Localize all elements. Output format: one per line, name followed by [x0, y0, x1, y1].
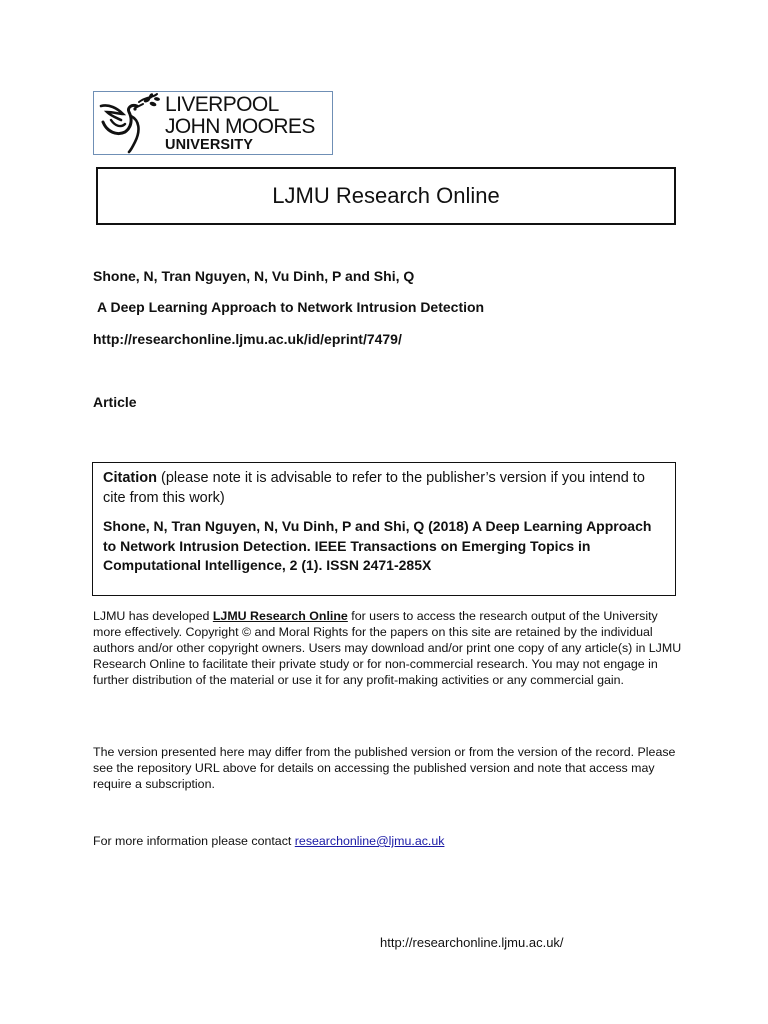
citation-box: [92, 462, 676, 596]
record-url[interactable]: http://researchonline.ljmu.ac.uk/id/eprint/7479/: [93, 331, 402, 347]
liver-bird-icon: [95, 92, 163, 154]
logo-line-liverpool: LIVERPOOL: [165, 92, 279, 116]
ljmu-research-online-link[interactable]: LJMU Research Online: [212, 609, 348, 623]
notice-prefix: LJMU has developed: [93, 609, 213, 623]
logo-wordmark: [165, 94, 315, 153]
footer-url[interactable]: http://researchonline.ljmu.ac.uk/: [380, 935, 564, 950]
logo-line-john-moores: JOHN MOORES: [165, 114, 315, 138]
contact-email-link[interactable]: researchonline@ljmu.ac.uk: [294, 834, 445, 848]
university-logo: [93, 91, 333, 155]
record-authors: Shone, N, Tran Nguyen, N, Vu Dinh, P and Shi, Q: [93, 268, 415, 284]
copyright-notice: [93, 608, 683, 688]
contact-notice: [93, 833, 683, 849]
logo-line-university: UNIVERSITY: [165, 136, 254, 153]
citation-reference: Shone, N, Tran Nguyen, N, Vu Dinh, P and Shi, Q (2018) A Deep Learning Approach to Network Intrusion Detection. IEEE Transactions on Emerging Topics in Computational Intelligence, 2 (1). ISSN 2471-285X: [103, 518, 652, 573]
contact-prefix: For more information please contact: [93, 834, 295, 848]
citation-header: [103, 468, 665, 508]
record-type: Article: [93, 394, 137, 410]
citation-note: (please note it is advisable to refer to the publisher’s version if you intend to cite from this work): [103, 470, 645, 506]
record-title: A Deep Learning Approach to Network Intrusion Detection: [97, 299, 485, 315]
banner-title: LJMU Research Online: [272, 183, 500, 208]
version-notice: The version presented here may differ from the published version or from the version of the record. Please see the repository URL above for details on accessing the published version and note that access may require a subscription.: [93, 745, 676, 791]
repository-banner: [96, 167, 676, 225]
notice-suffix: for users to access the research output of the University more effectively. Copyright © and Moral Rights for the papers on this site are retained by the individual authors and/or other copyright owners. Users may download and/or print one copy of any article(s) in LJMU Research Online to facilitate their private study or for non-commercial research. You may not engage in further distribution of the material or use it for any profit-making activities or any commercial gain.: [93, 609, 682, 687]
citation-label: Citation: [103, 470, 157, 486]
